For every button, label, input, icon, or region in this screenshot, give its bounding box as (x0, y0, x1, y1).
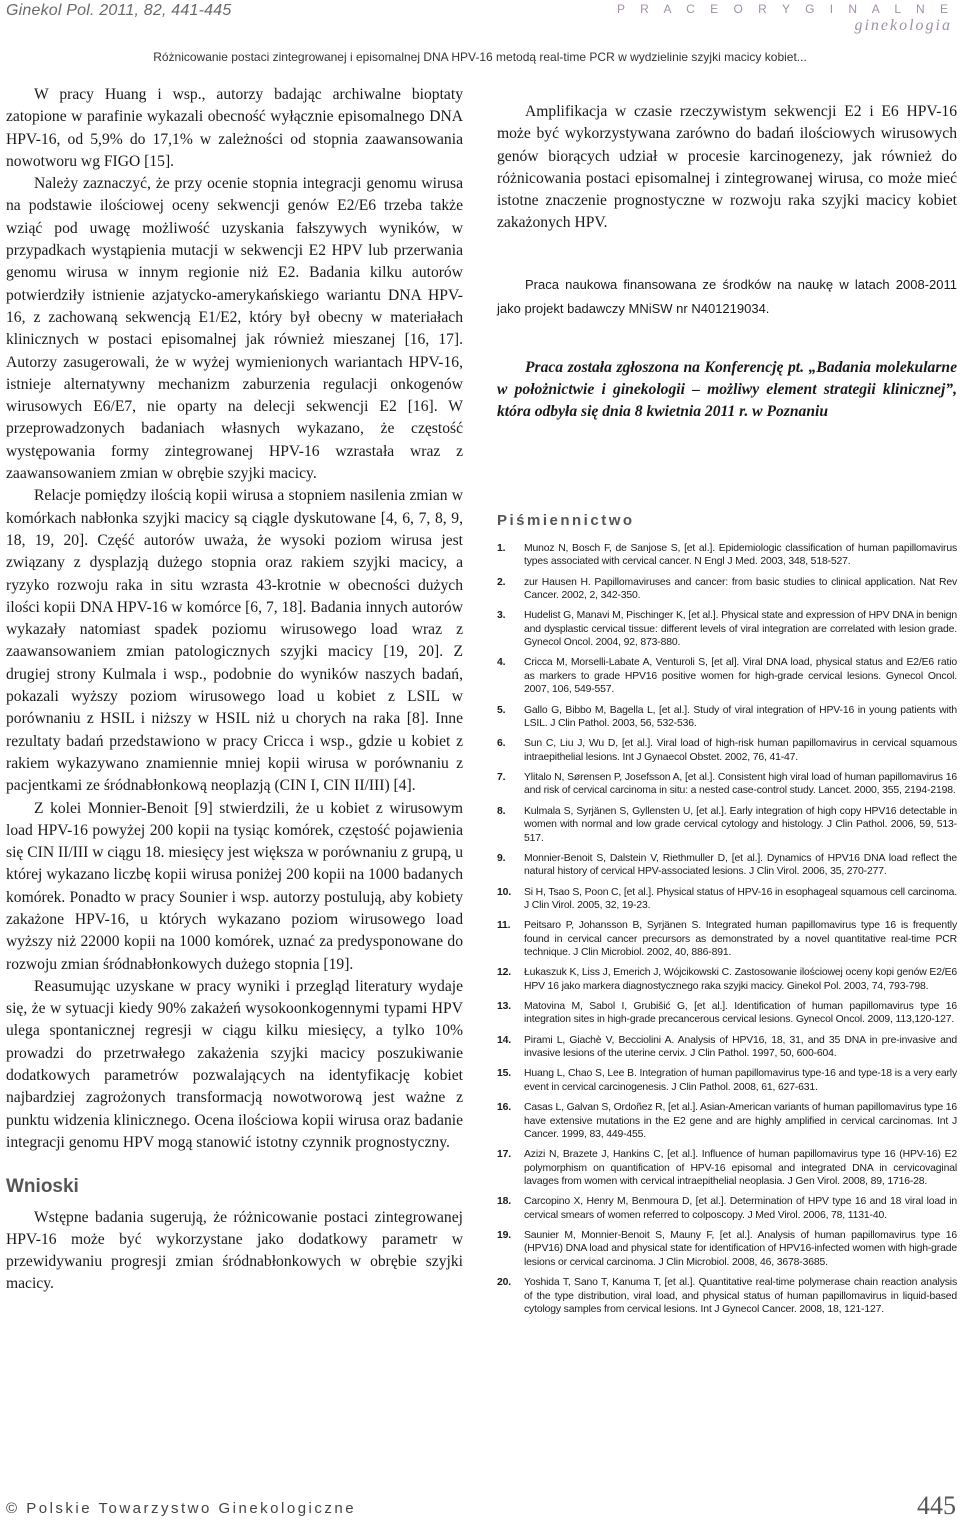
reference-item (497, 704, 957, 731)
paragraph: Z kolei Monnier-Benoit [9] stwierdzili, że u kobiet z wirusowym load HPV-16 powyżej 200 kopii na tysiąc komórek, częstość pojawienia się CIN II/III w ciągu 18. miesięcy jest większa w porównaniu z grupą, u której wykazano liczbę kopii wirusa poniżej 200 kopii na 1000 badanych komórek. Ponadto w pracy Sounier i wsp. autorzy postulują, aby kobiety zakażone HPV-16, u których wykazano poziom wirusowego load wyższy niż 22000 kopii na 1000 komórek, uznać za predysponowane do rozwoju zmian śródnabłonkowych dużego stopnia [19]. (6, 799, 463, 973)
reference-number: 17. (497, 1149, 511, 1161)
reference-number: 6. (497, 738, 506, 750)
reference-item (497, 1229, 957, 1269)
section-label: P R A C E O R Y G I N A L N E (617, 2, 954, 16)
reference-number: 8. (497, 805, 506, 817)
reference-text: Matovina M, Sabol I, Grubišić G, [et al.]. Identification of human papillomavirus type 16 integration sites in high-grade precancerous cervical lesions. Gynecol Oncol. 2009, 113,120-127. (524, 1001, 957, 1026)
reference-item (497, 1101, 957, 1141)
subsection-label: ginekologia (854, 17, 952, 34)
reference-text: Carcopino X, Henry M, Benmoura D, [et al.]. Determination of HPV type 16 and 18 viral load in cervical smears of women referred to colposcopy. J Med Virol. 2006, 78, 1131-40. (524, 1196, 957, 1221)
reference-item (497, 1067, 957, 1094)
reference-item (497, 656, 957, 696)
reference-text: Hudelist G, Manavi M, Pischinger K, [et al.]. Physical state and expression of HPV DNA in benign and dysplastic cervical tissue: different levels of viral integration are correlated with lesion grade. Gynecol Oncol. 2004, 92, 873-880. (524, 610, 957, 649)
reference-number: 14. (497, 1034, 511, 1046)
reference-number: 2. (497, 576, 506, 588)
reference-item (497, 805, 957, 845)
reference-item (497, 1276, 957, 1316)
funding-note: Praca naukowa finansowana ze środków na naukę w latach 2008-2011 jako projekt badawczy MNiSW nr N401219034. (497, 276, 957, 316)
reference-text: Yoshida T, Sano T, Kanuma T, [et al.]. Quantitative real-time polymerase chain reaction analysis of the type distribution, viral load, and physical status of human papillomavirus in liquid-based cytology samples from cervical lesions. Int J Gynecol Cancer. 2008, 18, 121-127. (524, 1277, 957, 1315)
reference-item (497, 771, 957, 798)
reference-text: Łukaszuk K, Liss J, Emerich J, Wójcikowski C. Zastosowanie ilościowej oceny kopi genów E2/E6 HPV 16 jako markera diagnostycznego raka szyjki macicy. Ginekol Pol. 2003, 74, 793-798. (524, 967, 957, 992)
reference-number: 7. (497, 772, 506, 783)
reference-number: 19. (497, 1230, 511, 1242)
reference-text: Huang L, Chao S, Lee B. Integration of human papillomavirus type-16 and type-18 is a very early event in cervical carcinogenesis. J Clin Pathol. 2008, 61, 627-631. (524, 1068, 957, 1093)
journal-citation: Ginekol Pol. 2011, 82, 441-445 (6, 2, 232, 19)
conclusions-heading: Wnioski (6, 1176, 79, 1198)
left-column (6, 84, 463, 1296)
reference-text: Cricca M, Morselli-Labate A, Venturoli S, [et al]. Viral DNA load, physical status and E2/E6 ratio as markers to grade HPV16 positive women for high-grade cervical lesions. Gynecol Oncol. 2007, 106, 549-557. (524, 657, 957, 696)
reference-text: Sun C, Liu J, Wu D, [et al.]. Viral load of high-risk human papillomavirus in cervical squamous intraepithelial lesions. Int J Gynaecol Obstet. 2002, 76, 41-47. (524, 738, 957, 763)
reference-text: Munoz N, Bosch F, de Sanjose S, [et al.]. Epidemiologic classification of human papillomavirus types associated with cervical cancer. N Engl J Med. 2003, 348, 518-527. (524, 542, 957, 568)
reference-text: zur Hausen H. Papillomaviruses and cancer: from basic studies to clinical application. Nat Rev Cancer. 2002, 2, 342-350. (524, 576, 957, 602)
reference-number: 20. (497, 1277, 511, 1289)
reference-item (497, 542, 957, 569)
paragraph: W pracy Huang i wsp., autorzy badając archiwalne bioptaty zatopione w parafinie wykazali obecność wyłącznie episomalnego DNA HPV-16, od 5,9% do 17,1% w zależności od stopnia zaawansowania nowotworu wg FIGO [15]. (6, 86, 463, 170)
reference-item (497, 576, 957, 603)
reference-item (497, 886, 957, 913)
reference-number: 9. (497, 852, 506, 864)
reference-item (497, 852, 957, 879)
reference-text: Pirami L, Giachè V, Becciolini A. Analysis of HPV16, 18, 31, and 35 DNA in pre-invasive and invasive lesions of the uterine cervix. J Clin Pathol. 1997, 50, 600-604. (524, 1034, 957, 1060)
reference-item (497, 609, 957, 649)
copyright-footer: © Polskie Towarzystwo Ginekologiczne (6, 1500, 357, 1517)
reference-number: 13. (497, 1001, 511, 1013)
reference-number: 11. (497, 920, 511, 932)
paragraph: Relacje pomiędzy ilością kopii wirusa a stopniem nasilenia zmian w komórkach nabłonka szyjki macicy są ciągle dyskutowane [4, 6, 7, 8, 9, 18, 19, 20]. Część autorów uważa, że wysoki poziom wirusa jest związany z dysplazją dużego stopnia oraz rakiem szyjki macicy, a ryzyko rozwoju raka in situ wzrasta 43-krotnie w obecności dużych ilości kopii DNA HPV-16 w komórce [6, 7, 18]. Badania innych autorów wykazały natomiast spadek poziomu wirusowego load wraz z zaawansowaniem zmian patologicznych szyjki macicy [19, 20]. Z drugiej strony Kulmala i wsp., podobnie do wyników naszych badań, pokazali wyższy poziom wirusowego load u kobiet z LSIL w porównaniu z HSIL i niższy w HSIL niż u chorych na raka [8]. Inne rezultaty badań przedstawiono w pracy Cricca i wsp., gdzie u kobiet z rakiem wykazywano znamiennie mniej kopii wirusa w porównaniu z pacjentkami ze śródnabłonkową neoplazją (CIN I, CIN II/III) [4]. (6, 487, 463, 795)
reference-item (497, 737, 957, 764)
page-number: 445 (917, 1491, 956, 1520)
conference-note: Praca została zgłoszona na Konferencję pt. „Badania molekularne w położnictwie i ginekologii – możliwy element strategii klinicznej”, która odbyła się dnia 8 kwietnia 2011 r. w Poznaniu (497, 358, 957, 421)
reference-number: 3. (497, 610, 506, 622)
reference-number: 16. (497, 1102, 511, 1114)
reference-number: 12. (497, 967, 511, 979)
reference-item (497, 1195, 957, 1222)
reference-item (497, 1034, 957, 1061)
reference-number: 1. (497, 542, 506, 554)
reference-item (497, 919, 957, 959)
reference-number: 18. (497, 1196, 511, 1208)
paragraph: Amplifikacja w czasie rzeczywistym sekwencji E2 i E6 HPV-16 może być wykorzystywana zarówno do badań ilościowych wirusowych genów biorących udział w procesie karcinogenezy, jak również do różnicowania postaci episomalnej i zintegrowanej wirusa, co może mieć istotne znaczenie prognostyczne w rozwoju raka szyjki macicy kobiet zakażonych HPV. (497, 103, 957, 232)
conclusions-text: Wstępne badania sugerują, że różnicowanie postaci zintegrowanej HPV-16 może być wykorzystane jako dodatkowy parametr w przewidywaniu progresji zmian śródnabłonkowych w obrębie szyjki macicy. (6, 1208, 463, 1293)
paragraph: Należy zaznaczyć, że przy ocenie stopnia integracji genomu wirusa na podstawie ilościowej oceny sekwencji genów E2/E6 trzeba także wziąć pod uwagę możliwość uzyskania fałszywych wyników, w przypadkach wystąpienia mutacji w sekwencji E2 HPV lub przerwania genomu wirusa w innym regionie niż E2. Badania kilku autorów potwierdziły istnienie azjatycko-amerykańskiego wariantu DNA HPV-16, z zachowaną sekwencją E1/E2, który był obecny w materiałach klinicznych w postaci episomalnej jak również mieszanej [16, 17]. Autorzy zasugerowali, że w wyżej wymienionych wariantach HPV-16, istnieje alternatywny mechanizm zaburzenia regulacji onkogenów wirusowych E6/E7, nie oparty na delecji sekwencji E2 [16]. W przeprowadzonych badaniach własnych wykazano, że częstość występowania formy zintegrowanej HPV-16 wzrastała wraz z zaawansowaniem zmian w obrębie szyjki macicy. (6, 175, 463, 483)
reference-text: Casas L, Galvan S, Ordoñez R, [et al.]. Asian-American variants of human papillomavirus type 16 have extensive mutations in the E2 gene and are highly amplified in cervical carcinomas. Int J Cancer. 1999, 83, 449-455. (524, 1102, 957, 1140)
reference-number: 5. (497, 704, 506, 716)
reference-item (497, 1000, 957, 1027)
reference-text: Kulmala S, Syrjänen S, Gyllensten U, [et al.]. Early integration of high copy HPV16 detectable in women with normal and low grade cervical cytology and histology. J Clin Pathol. 2006, 59, 513-517. (524, 805, 957, 844)
reference-item (497, 1148, 957, 1188)
references-heading: Piśmiennictwo (497, 511, 635, 529)
reference-item (497, 966, 957, 993)
reference-text: Si H, Tsao S, Poon C, [et al.]. Physical status of HPV-16 in esophageal squamous cell carcinoma. J Clin Virol. 2005, 32, 19-23. (524, 886, 958, 911)
right-column (497, 101, 957, 1323)
reference-text: Saunier M, Monnier-Benoit S, Mauny F, [et al.]. Analysis of human papillomavirus type 16 (HPV16) DNA load and physical state for identification of HPV16-infected women with high-grade lesions or cervical carcinoma. J Clin Microbiol. 2008, 46, 3678-3685. (524, 1230, 957, 1268)
reference-text: Azizi N, Brazete J, Hankins C, [et al.]. Influence of human papillomavirus type 16 (HPV-16) E2 polymorphism on quantification of HPV-16 episomal and integrated DNA in cervicovaginal lavages from women with cervical intraepithelial neoplasia. J Gen Virol. 2008, 89, 1716-28. (524, 1149, 957, 1188)
reference-number: 4. (497, 657, 506, 669)
reference-text: Monnier-Benoit S, Dalstein V, Riethmuller D, [et al.]. Dynamics of HPV16 DNA load reflect the natural history of cervical HPV-associated lesions. J Clin Virol. 2006, 35, 270-277. (524, 852, 957, 878)
reference-text: Peitsaro P, Johansson B, Syrjänen S. Integrated human papillomavirus type 16 is frequently found in cervical cancer precursors as demonstrated by a novel quantitative real-time PCR technique. J Clin Microbiol. 2002, 40, 886-891. (524, 920, 957, 959)
running-title: Różnicowanie postaci zintegrowanej i episomalnej DNA HPV-16 metodą real-time PCR w wydzielinie szyjki macicy kobiet... (153, 50, 807, 64)
reference-text: Gallo G, Bibbo M, Bagella L, [et al.]. Study of viral integration of HPV-16 in young patients with LSIL. J Clin Pathol. 2003, 56, 532-536. (524, 704, 957, 729)
paragraph: Reasumując uzyskane w pracy wyniki i przegląd literatury wydaje się, że w sytuacji kiedy 90% zakażeń wysokoonkogennymi typami HPV ulega spontanicznej regresji w ciągu kilku miesięcy, a tylko 10% prowadzi do przetrwałego zakażenia szyjki macicy poszukiwanie dodatkowych parametrów pozwalających na identyfikację kobiet najbardziej zagrożonych transformacją nowotworową jest ważne z punktu widzenia klinicznego. Ocena ilościowa kopii wirusa oraz badanie integracji genomu HPV mogą stanowić istotny czynnik prognostyczny. (6, 977, 463, 1151)
references-list (497, 542, 957, 1316)
reference-number: 10. (497, 886, 511, 898)
reference-text: Ylitalo N, Sørensen P, Josefsson A, [et al.]. Consistent high viral load of human papillomavirus 16 and risk of cervical carcinoma in situ: a nested case-control study. Lancet. 2000, 355, 2194-2198. (524, 772, 957, 797)
reference-number: 15. (497, 1068, 511, 1080)
